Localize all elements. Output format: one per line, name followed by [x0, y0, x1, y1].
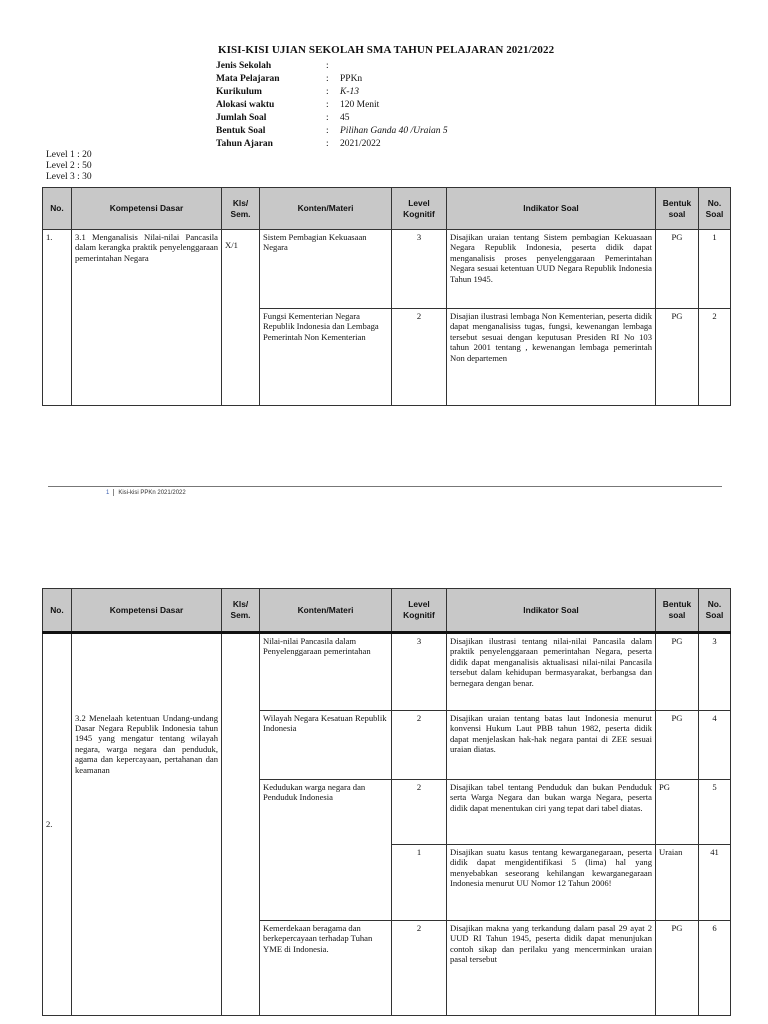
header-level-kognitif: Level Kognitif — [392, 188, 447, 230]
indikator-soal: Disajikan uraian tentang Sistem pembagian Kekuasaan Negara Republik Indonesia, peserta didik dapat menganalisis proses penyelenggaraan Pemerintahan Negara sesuai ketentuan UUD Negara Republik Indonesia Tahun 1945. — [447, 230, 656, 309]
indikator-soal: Disajikan uraian tentang batas laut Indonesia menurut konvensi Hukum Laut PBB tahun 1982, peserta didik dapat menjelaskan hak-hak negara pantai di ZEE sesuai uraian diatas. — [447, 711, 656, 780]
meta-key: Jumlah Soal — [216, 113, 267, 123]
konten-materi: Kemerdekaan beragama dan berkepercayaan terhadap Tuhan YME di Indonesia. — [260, 921, 392, 1016]
meta-row-tahun-ajaran — [216, 138, 448, 151]
bentuk-soal: Uraian — [656, 845, 699, 921]
meta-sep: : — [326, 100, 329, 110]
bentuk-soal: PG — [656, 711, 699, 780]
kompetensi-dasar-blank — [72, 633, 222, 711]
level-kognitif: 3 — [392, 633, 447, 711]
header-indikator-soal: Indikator Soal — [447, 188, 656, 230]
bentuk-soal: PG — [656, 230, 699, 309]
nomor-soal: 41 — [699, 845, 731, 921]
header-no: No. — [43, 188, 72, 230]
table-header-row — [43, 589, 731, 633]
nomor-soal: 2 — [699, 309, 731, 406]
meta-row-jenis-sekolah — [216, 60, 448, 73]
meta-row-alokasi-waktu — [216, 99, 448, 112]
meta-sep: : — [326, 74, 329, 84]
table-row — [43, 633, 731, 711]
indikator-soal: Disajikan ilustrasi tentang nilai-nilai Pancasila dalam praktik penyelenggaraan pemerintahan Negara, peserta didik dapat menganalisis aktualisasi nilai-nilai Pancasila tersebut dalam kehidupan bermasyarakat, berbangsa dan bernegara dengan benar. — [447, 633, 656, 711]
table-row — [43, 230, 731, 309]
nomor-soal: 3 — [699, 633, 731, 711]
indikator-soal: Disajikan tabel tentang Penduduk dan bukan Penduduk serta Warga Negara dan bukan warga Negara, peserta didik dapat menentukan ciri yang tepat dari tabel diatas. — [447, 780, 656, 845]
header-indikator-soal: Indikator Soal — [447, 589, 656, 633]
level-kognitif: 1 — [392, 845, 447, 921]
kompetensi-dasar-text: 3.2 Menelaah ketentuan Undang-undang Dasar Negara Republik Indonesia tahun 1945 yang mengatur tentang wilayah negara, warga negara dan penduduk, agama dan kepercayaan, pertahanan dan keamanan — [75, 712, 218, 775]
header-kompetensi-dasar: Kompetensi Dasar — [72, 589, 222, 633]
meta-value: 2021/2022 — [340, 139, 381, 149]
footer-text: Kisi-kisi PPKn 2021/2022 — [118, 490, 186, 497]
nomor-soal: 6 — [699, 921, 731, 1016]
kelas-semester — [222, 633, 260, 1016]
header-bentuk-soal: Bentuk soal — [656, 188, 699, 230]
kompetensi-dasar — [72, 711, 222, 1016]
header-kls-sem: Kls/ Sem. — [222, 589, 260, 633]
footer-separator — [113, 489, 114, 496]
meta-sep: : — [326, 139, 329, 149]
level-1: Level 1 : 20 — [46, 150, 92, 160]
footer-divider — [48, 486, 722, 487]
table-row — [43, 711, 731, 780]
header-level-kognitif: Level Kognitif — [392, 589, 447, 633]
level-kognitif: 2 — [392, 711, 447, 780]
level-kognitif: 2 — [392, 309, 447, 406]
header-no-soal: No. Soal — [699, 589, 731, 633]
konten-materi: Fungsi Kementerian Negara Republik Indonesia dan Lembaga Pemerintah Non Kementerian — [260, 309, 392, 406]
bentuk-soal: PG — [656, 309, 699, 406]
level-distribution — [46, 150, 92, 183]
kisi-kisi-table-2 — [42, 588, 731, 1016]
level-3: Level 3 : 30 — [46, 172, 92, 182]
indikator-soal: Disajikan makna yang terkandung dalam pasal 29 ayat 2 UUD RI Tahun 1945, peserta didik dapat menunjukan contoh sikap dan perilaku yang mencerminkan uraian pasal tersebut — [447, 921, 656, 1016]
meta-row-jumlah-soal — [216, 112, 448, 125]
header-kompetensi-dasar: Kompetensi Dasar — [72, 188, 222, 230]
page-footer — [106, 489, 186, 496]
bentuk-soal: PG — [656, 633, 699, 711]
page-number: 1 — [106, 490, 110, 497]
nomor-soal: 5 — [699, 780, 731, 845]
meta-row-mata-pelajaran — [216, 73, 448, 86]
header-konten-materi: Konten/Materi — [260, 188, 392, 230]
meta-sep: : — [326, 61, 329, 71]
header-konten-materi: Konten/Materi — [260, 589, 392, 633]
meta-key: Alokasi waktu — [216, 100, 275, 110]
header-no: No. — [43, 589, 72, 633]
meta-key: Kurikulum — [216, 87, 262, 97]
level-2: Level 2 : 50 — [46, 161, 92, 171]
document-meta — [216, 60, 448, 151]
level-kognitif: 2 — [392, 921, 447, 1016]
meta-value: Pilihan Ganda 40 /Uraian 5 — [340, 126, 448, 136]
meta-value: PPKn — [340, 74, 363, 84]
nomor-soal: 4 — [699, 711, 731, 780]
meta-row-bentuk-soal — [216, 125, 448, 138]
meta-key: Bentuk Soal — [216, 126, 266, 136]
meta-sep: : — [326, 126, 329, 136]
bentuk-soal: PG — [656, 921, 699, 1016]
meta-row-kurikulum — [216, 86, 448, 99]
row-number: 2. — [43, 633, 72, 1016]
bentuk-soal: PG — [656, 780, 699, 845]
konten-materi: Sistem Pembagian Kekuasaan Negara — [260, 230, 392, 309]
row-number: 1. — [43, 230, 72, 406]
meta-value: K-13 — [340, 87, 359, 97]
meta-key: Tahun Ajaran — [216, 139, 273, 149]
indikator-soal: Disajian ilustrasi lembaga Non Kementerian, peserta didik dapat menganalisiss tugas, fungsi, kewenangan lembaga tersebut sesuai dengan keputusan Presiden RI No 103 tahun 2001 tentang , kewenangan lembaga pemerintah Non departemen — [447, 309, 656, 406]
kelas-semester-value: X/1 — [225, 240, 238, 250]
table-header-row — [43, 188, 731, 230]
kelas-semester — [222, 230, 260, 406]
konten-materi: Kedudukan warga negara dan Penduduk Indonesia — [260, 780, 392, 921]
nomor-soal: 1 — [699, 230, 731, 309]
meta-sep: : — [326, 113, 329, 123]
meta-value: 45 — [340, 113, 350, 123]
indikator-soal: Disajikan suatu kasus tentang kewarganegaraan, peserta didik dapat mengidentifikasi 5 (lima) hal yang menyebabkan seseorang kehilangan kewarganegaraan Indonesia menurut UU Nomor 12 Tahun 2006! — [447, 845, 656, 921]
kompetensi-dasar: 3.1 Menganalisis Nilai-nilai Pancasila dalam kerangka praktik penyelenggaraan pemerintahan Negara — [72, 230, 222, 406]
header-kls-sem: Kls/ Sem. — [222, 188, 260, 230]
level-kognitif: 3 — [392, 230, 447, 309]
header-no-soal: No. Soal — [699, 188, 731, 230]
document-title: KISI-KISI UJIAN SEKOLAH SMA TAHUN PELAJARAN 2021/2022 — [218, 44, 555, 56]
meta-key: Jenis Sekolah — [216, 61, 272, 71]
meta-key: Mata Pelajaran — [216, 74, 280, 84]
header-bentuk-soal: Bentuk soal — [656, 589, 699, 633]
level-kognitif: 2 — [392, 780, 447, 845]
meta-sep: : — [326, 87, 329, 97]
kisi-kisi-table-1 — [42, 187, 731, 406]
konten-materi: Wilayah Negara Kesatuan Republik Indonesia — [260, 711, 392, 780]
meta-value: 120 Menit — [340, 100, 380, 110]
konten-materi: Nilai-nilai Pancasila dalam Penyelenggaraan pemerintahan — [260, 633, 392, 711]
